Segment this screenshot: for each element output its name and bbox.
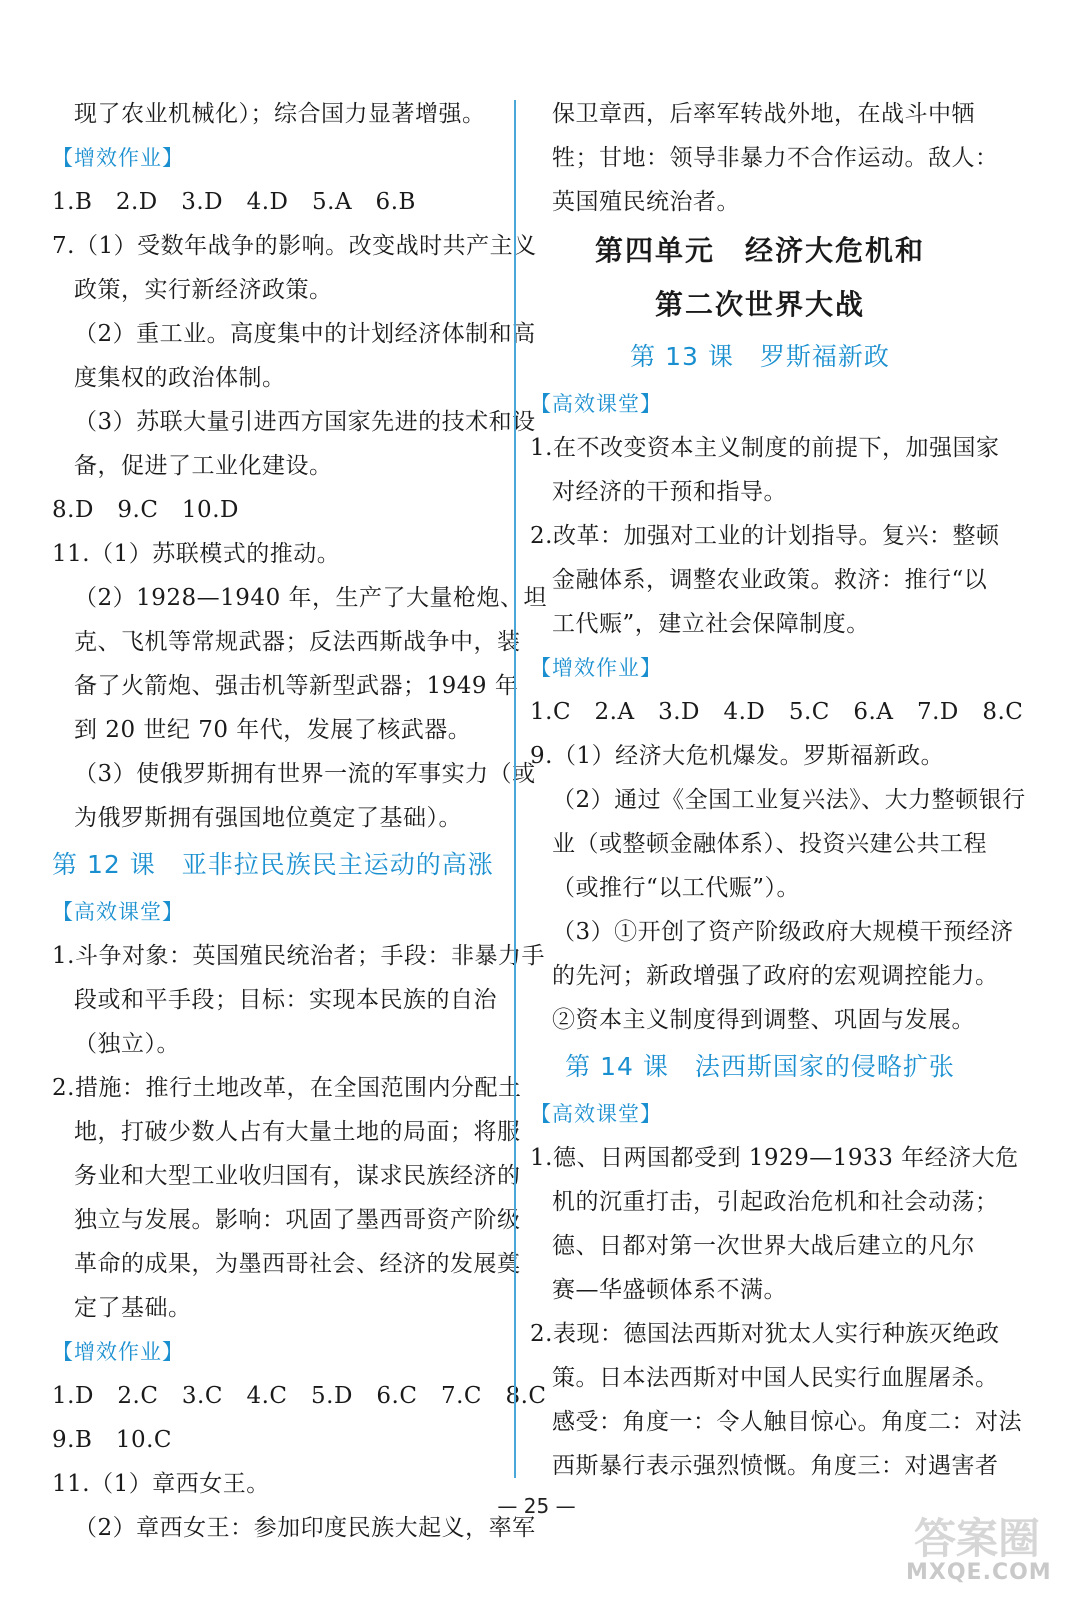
section-tag: 【增效作业】 [52, 1340, 184, 1364]
answer-line: 牲；甘地：领导非暴力不合作运动。敌人： [552, 145, 999, 171]
column-divider [514, 100, 516, 1478]
answer-line: 9.（1）经济大危机爆发。罗斯福新政。 [530, 743, 945, 769]
answer-line: 1.C 2.A 3.D 4.D 5.C 6.A 7.D 8.C [530, 699, 1024, 725]
lesson-title: 第 13 课 罗斯福新政 [630, 342, 890, 371]
answer-line: 9.B 10.C [52, 1427, 173, 1453]
answer-line: 1.B 2.D 3.D 4.D 5.A 6.B [52, 189, 416, 215]
right-column [530, 92, 1026, 1488]
lesson-title: 第 14 课 法西斯国家的侵略扩张 [565, 1052, 955, 1081]
answer-line: （3）①开创了资产阶级政府大规模干预经济 [552, 919, 1014, 945]
answer-line: （2）1928—1940 年，生产了大量枪炮、坦 [74, 585, 548, 611]
section-tag: 【增效作业】 [52, 146, 184, 170]
answer-line: 政策，实行新经济政策。 [74, 277, 333, 303]
watermark-url: MXQE.COM [906, 1560, 1052, 1585]
answer-line: （2）重工业。高度集中的计划经济体制和高 [74, 321, 536, 347]
answer-line: 1.德、日两国都受到 1929—1933 年经济大危 [530, 1145, 1019, 1171]
answer-line: 西斯暴行表示强烈愤慨。角度三：对遇害者 [552, 1453, 999, 1479]
answer-line: （3）苏联大量引进西方国家先进的技术和设 [74, 409, 536, 435]
section-tag: 【增效作业】 [530, 656, 662, 680]
answer-line: 独立与发展。影响：巩固了墨西哥资产阶级 [74, 1207, 521, 1233]
answer-line: （3）使俄罗斯拥有世界一流的军事实力（或 [74, 761, 536, 787]
section-tag: 【高效课堂】 [530, 392, 662, 416]
unit-title: 第二次世界大战 [654, 288, 865, 321]
unit-title: 第四单元 经济大危机和 [594, 234, 925, 267]
answer-line: 感受：角度一：令人触目惊心。角度二：对法 [552, 1409, 1022, 1435]
answer-line: 德、日都对第一次世界大战后建立的凡尔 [552, 1233, 975, 1259]
answer-line: 1.D 2.C 3.C 4.C 5.D 6.C 7.C 8.C [52, 1383, 547, 1409]
answer-line: （2）通过《全国工业复兴法》、大力整顿银行 [552, 787, 1026, 813]
answer-line: （或推行“以工代赈”）。 [552, 875, 801, 901]
answer-line: 策。日本法西斯对中国人民实行血腥屠杀。 [552, 1365, 999, 1391]
answer-line: 业（或整顿金融体系）、投资兴建公共工程 [552, 831, 987, 857]
watermark-logo [900, 1500, 1070, 1596]
answer-line: 2.措施：推行土地改革，在全国范围内分配土 [52, 1075, 522, 1101]
answer-line: 地，打破少数人占有大量土地的局面；将服 [74, 1119, 521, 1145]
answer-line: ②资本主义制度得到调整、巩固与发展。 [552, 1007, 975, 1033]
answer-line: 务业和大型工业收归国有，谋求民族经济的 [74, 1163, 521, 1189]
section-tag: 【高效课堂】 [530, 1102, 662, 1126]
answer-line: 2.改革：加强对工业的计划指导。复兴：整顿 [530, 523, 1000, 549]
answer-line: 度集权的政治体制。 [74, 365, 286, 391]
answer-line: 1.斗争对象：英国殖民统治者；手段：非暴力手 [52, 943, 545, 969]
answer-line: 备，促进了工业化建设。 [74, 453, 333, 479]
page-number: — 25 — [497, 1494, 576, 1518]
answer-line: 定了基础。 [74, 1295, 192, 1321]
answer-line: 的先河；新政增强了政府的宏观调控能力。 [552, 963, 999, 989]
answer-line: （独立）。 [74, 1031, 180, 1057]
watermark-cn: 答案圈 [914, 1514, 1041, 1563]
answer-line: （2）章西女王：参加印度民族大起义，率军 [74, 1515, 536, 1541]
lesson-title: 第 12 课 亚非拉民族民主运动的高涨 [52, 850, 494, 879]
answer-line: 赛—华盛顿体系不满。 [552, 1277, 787, 1303]
answer-line: 段或和平手段；目标：实现本民族的自治 [74, 987, 497, 1013]
answer-line: 克、飞机等常规武器；反法西斯战争中，装 [74, 629, 521, 655]
answer-line: 11.（1）苏联模式的推动。 [52, 541, 341, 567]
section-tag: 【高效课堂】 [52, 900, 184, 924]
answer-line: 对经济的干预和指导。 [552, 479, 787, 505]
answer-line: 到 20 世纪 70 年代，发展了核武器。 [74, 717, 472, 743]
answer-line: 7.（1）受数年战争的影响。改变战时共产主义 [52, 233, 537, 259]
answer-line: 为俄罗斯拥有强国地位奠定了基础）。 [74, 805, 462, 831]
answer-line: 保卫章西，后率军转战外地，在战斗中牺 [552, 101, 975, 127]
answer-line: 11.（1）章西女王。 [52, 1471, 270, 1497]
answer-line: 工代赈”，建立社会保障制度。 [552, 611, 870, 637]
answer-line: 8.D 9.C 10.D [52, 497, 239, 523]
answer-line: 备了火箭炮、强击机等新型武器；1949 年 [74, 673, 519, 699]
answer-line: 英国殖民统治者。 [552, 189, 740, 215]
answer-line: 1.在不改变资本主义制度的前提下，加强国家 [530, 435, 1000, 461]
answer-line: 2.表现：德国法西斯对犹太人实行种族灭绝政 [530, 1321, 1000, 1347]
answer-line: 现了农业机械化）；综合国力显著增强。 [74, 101, 486, 127]
answer-line: 机的沉重打击，引起政治危机和社会动荡； [552, 1189, 999, 1215]
answer-line: 金融体系，调整农业政策。救济：推行“以 [552, 567, 988, 593]
answer-line: 革命的成果，为墨西哥社会、经济的发展奠 [74, 1251, 521, 1277]
